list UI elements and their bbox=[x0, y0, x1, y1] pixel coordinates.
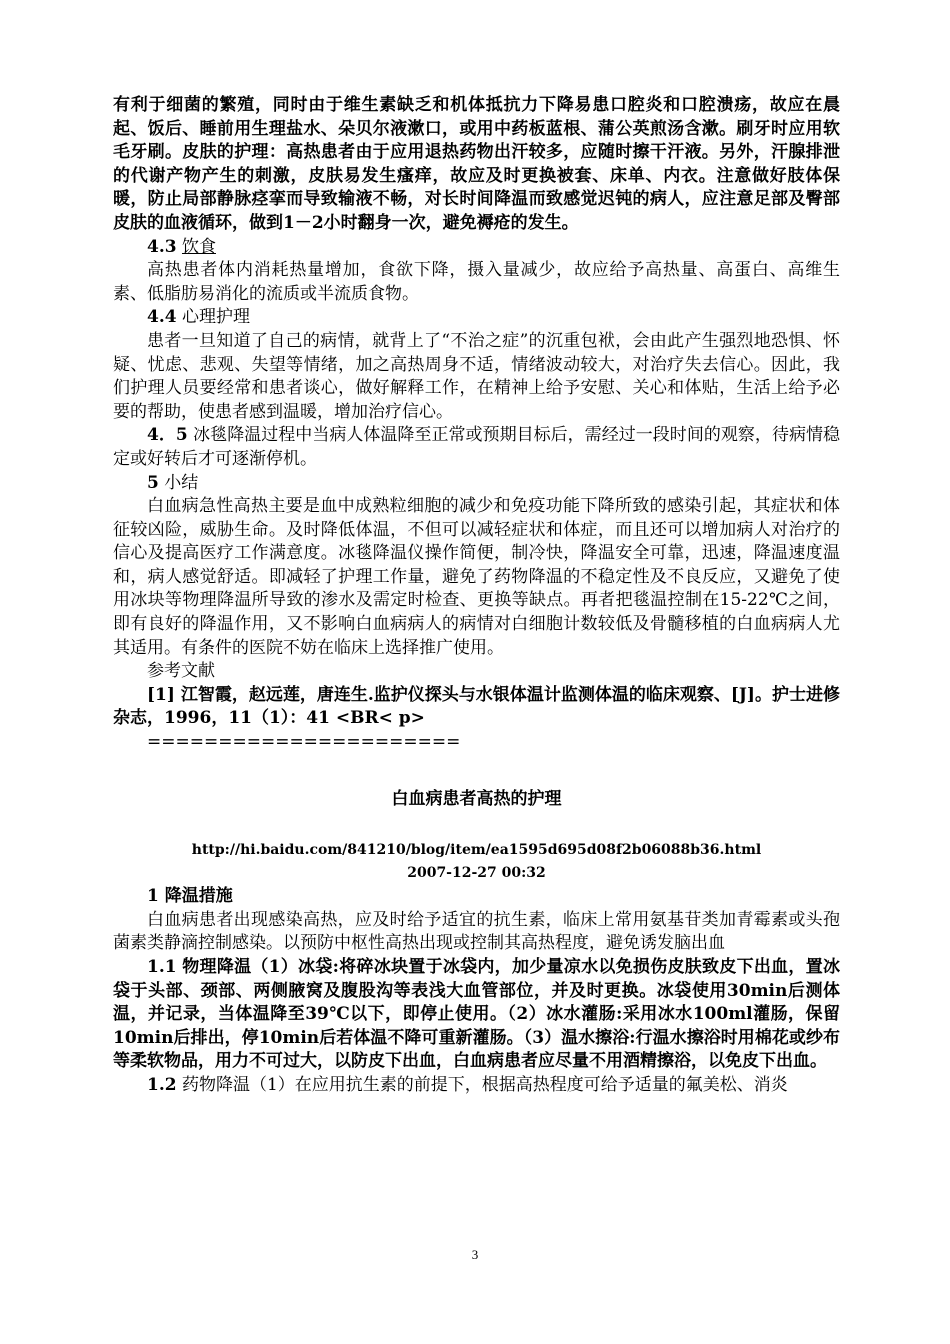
article-date: 2007-12-27 00:32 bbox=[407, 865, 546, 882]
heading-4-4 bbox=[113, 306, 840, 330]
paragraph-1-1-text: 物理降温（1）冰袋:将碎冰块置于冰袋内，加少量凉水以免损伤皮肤致皮下出血，置冰袋于头部、颈部、两侧腋窝及腹股沟等表浅大血管部位，并及时更换。冰袋使用30min后测体温，并记录，当体温降至39℃以下，即停止使用。（2）冰水灌肠:采用冰水100ml灌肠，保留10min后排出，停10min后若体温不降可重新灌肠。（3）温水擦浴:行温水擦浴时用棉花或纱布等柔软物品，用力不可过大，以防皮下出血，白血病患者应尽量不用酒精擦浴，以免皮下出血。 bbox=[113, 957, 840, 1072]
paragraph-1-2-text: 药物降温（1）在应用抗生素的前提下，根据高热程度可给予适量的氟美松、消炎 bbox=[181, 1074, 788, 1095]
document-body bbox=[113, 94, 840, 1098]
paragraph-summary: 白血病急性高热主要是血中成熟粒细胞的减少和免疫功能下降所致的感染引起，其症状和体征较凶险，威胁生命。及时降低体温，不但可以减轻症状和体症，而且还可以增加病人对治疗的信心及提高医疗工作满意度。冰毯降温仪操作简便，制冷快，降温安全可靠，迅速，降温速度温和，病人感觉舒适。即减轻了护理工作量，避免了药物降温的不稳定性及不良反应，又避免了使用冰块等物理降温所导致的渗水及需定时检查、更换等缺点。再者把毯温控制在15-22℃之间，即有良好的降温作用，又不影响白血病病人的病情对白细胞计数较低及骨髓移植的白血病病人尤其适用。有条件的医院不妨在临床上选择推广使用。 bbox=[113, 496, 840, 658]
reference-1: [1] 江智霞，赵远莲，唐连生.监护仪探头与水银体温计监测体温的临床观察、[J]。护士进修杂志，1996，11（1）：41 <BR< p> bbox=[113, 684, 840, 729]
paragraph-diet: 高热患者体内消耗热量增加，食欲下降，摄入量减少，故应给予高热量、高蛋白、高维生素、低脂肪易消化的流质或半流质食物。 bbox=[113, 260, 840, 304]
paragraph-1: 白血病患者出现感染高热，应及时给予适宜的抗生素，临床上常用氨基苷类加青霉素或头孢菌素类静滴控制感染。以预防中枢性高热出现或控制其高热程度，避免诱发脑出血 bbox=[113, 909, 840, 954]
heading-4-4-number: 4.4 bbox=[147, 307, 177, 328]
heading-5-number: 5 bbox=[147, 472, 159, 493]
heading-1-2-number: 1.2 bbox=[147, 1074, 177, 1095]
paragraph-1-2 bbox=[113, 1074, 840, 1098]
separator-line: ====================== bbox=[147, 732, 461, 753]
paragraph-oral-skin-care: 有利于细菌的繁殖，同时由于维生素缺乏和机体抵抗力下降易患口腔炎和口腔溃疡，故应在晨起、饭后、睡前用生理盐水、朵贝尔液漱口，或用中药板蓝根、蒲公英煎汤含漱。刷牙时应用软毛牙刷。皮肤的护理：高热患者由于应用退热药物出汗较多，应随时擦干汗液。另外，汗腺排泄的代谢产物产生的刺激，皮肤易发生瘙痒，故应及时更换被套、床单、内衣。注意做好肢体保暖，防止局部静脉痉挛而导致输液不畅，对长时间降温而致感觉迟钝的病人，应注意足部及臀部皮肤的血液循环，做到1－2小时翻身一次，避免褥疮的发生。 bbox=[113, 95, 840, 233]
heading-1: 1 降温措施 bbox=[147, 886, 233, 907]
heading-4-5-number: 4．5 bbox=[147, 425, 188, 446]
heading-4-4-text: 心理护理 bbox=[181, 307, 250, 328]
page-number: 3 bbox=[471, 1247, 479, 1262]
paragraph-1-1 bbox=[113, 956, 840, 1074]
paragraph-4-5 bbox=[113, 424, 840, 471]
heading-1-1-number: 1.1 bbox=[147, 957, 177, 977]
heading-5 bbox=[113, 472, 840, 496]
heading-4-5-text: 冰毯降温过程中当病人体温降至正常或预期目标后，需经过一段时间的观察，待病情稳定或好转后才可逐渐停机。 bbox=[113, 425, 841, 469]
references-heading: 参考文献 bbox=[147, 661, 215, 682]
heading-4-3 bbox=[113, 236, 840, 260]
heading-4-3-number: 4.3 bbox=[147, 236, 177, 257]
heading-4-3-text: 饮食 bbox=[181, 236, 216, 257]
article-title: 白血病患者高热的护理 bbox=[391, 788, 562, 809]
paragraph-psychological-care: 患者一旦知道了自己的病情，就背上了“不治之症”的沉重包袱，会由此产生强烈地恐惧、怀疑、忧虑、悲观、失望等情绪，加之高热周身不适，情绪波动较大，对治疗失去信心。因此，我们护理人员要经常和患者谈心，做好解释工作，在精神上给予安慰、关心和体贴，生活上给予必要的帮助，使患者感到温暖，增加治疗信心。 bbox=[113, 330, 840, 422]
article-url: http://hi.baidu.com/841210/blog/item/ea1595d695d08f2b06088b36.html bbox=[191, 842, 762, 859]
heading-5-text: 小结 bbox=[164, 472, 199, 493]
